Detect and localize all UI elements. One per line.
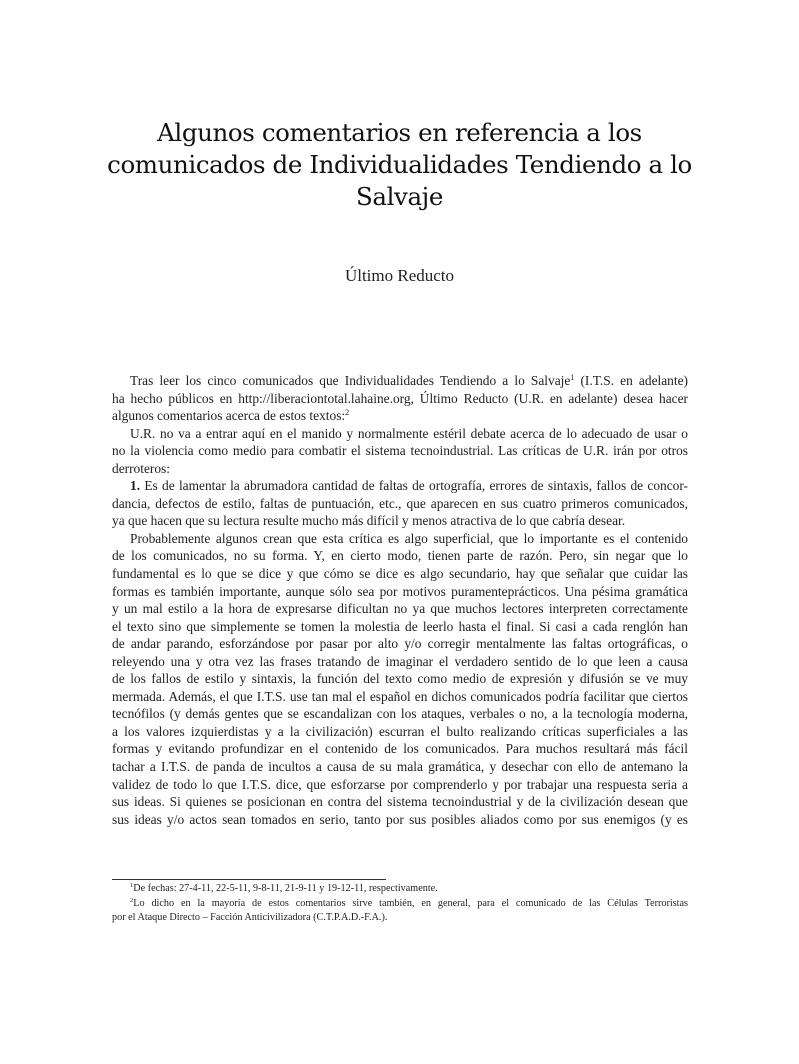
footnote-mark: 1 xyxy=(130,882,134,889)
footnotes xyxy=(112,882,688,926)
body-text: fundamental es lo que se dice y que cómo se dice es algo secundario, hay que señalar que cuidar las xyxy=(112,566,688,582)
body-text: tachar a I.T.S. de panda de incultos a causa de su mala gramática, y desechar con ello de antemano la xyxy=(112,759,688,775)
body-line xyxy=(112,688,688,706)
body-text: tecnófilos (y demás gentes que se escandalizan con los ataques, verbales o no, a la tecnología moderna, xyxy=(112,706,688,722)
body-text: sus ideas y/o actos sean tomados en serio, tanto por sus posibles aliados como por sus enemigos (y es xyxy=(112,811,688,827)
body-text: ha hecho públicos en http://liberaciontotal.lahaine.org, Último Reducto (U.R. en adelante) desea hacer xyxy=(112,390,688,406)
body-line xyxy=(112,547,688,565)
body-line xyxy=(112,425,688,443)
body-text: de andar parando, esforzándose por pasar por alto y/o corregir mentalmente las faltas ortográficas, o xyxy=(112,636,688,652)
body-line xyxy=(112,477,688,495)
body-line xyxy=(112,530,688,548)
body-text: y un mal estilo a la hora de expresarse dificultan no ya que muchos lectores interpreten correctamente xyxy=(112,601,688,617)
footnote-line xyxy=(112,911,688,926)
body-text: no la violencia como medio para combatir el sistema tecnoindustrial. Las críticas de U.R. irán por otros xyxy=(112,443,688,459)
footnote-line xyxy=(112,882,688,897)
footnote-reference[interactable]: 1 xyxy=(570,373,575,382)
body-text: formas y evitando profundizar en el contenido de los comunicados. Para muchos resultará más fácil xyxy=(112,741,688,757)
body-text: de los fallos de estilo y sintaxis, la función del texto como medio de expresión y difusión se ve muy xyxy=(112,671,688,687)
body-text: (I.T.S. en adelante) xyxy=(574,373,688,388)
footnote-text: Lo dicho en la mayoría de estos comentarios sirve también, en general, para el comunicado de las Células Terroristas xyxy=(133,897,688,909)
footnote-text: De fechas: 27-4-11, 22-5-11, 9-8-11, 21-9-11 y 19-12-11, respectivamente. xyxy=(133,883,438,894)
footnote-mark: 2 xyxy=(130,896,134,904)
body-text: a los valores izquierdistas y a la civilización) escurran el bulto realizando críticas superficiales a las xyxy=(112,723,688,739)
body-line xyxy=(112,635,688,653)
body-text: algunos comentarios acerca de estos textos: xyxy=(112,408,346,424)
document-author: Último Reducto xyxy=(344,266,455,285)
body-line xyxy=(112,495,688,513)
body-text: derroteros: xyxy=(112,460,171,476)
body-line xyxy=(112,653,688,671)
body-text: sus ideas. Si quienes se posicionan en contra del sistema tecnoindustrial y de la civilización desean que xyxy=(112,794,688,810)
title-line: comunicados de Individualidades Tendiendo a lo xyxy=(107,150,692,179)
body-line xyxy=(112,565,688,583)
body-text: validez de todo lo que I.T.S. dice, que esforzarse por comprenderlo y por trabajar una respuesta seria a xyxy=(112,776,688,792)
body-text: dancia, defectos de estilo, faltas de puntuación, etc., que aparecen en sus cuatro primeros comunicados, xyxy=(112,495,688,511)
body-line xyxy=(112,600,688,618)
body-text: U.R. no va a entrar aquí en el manido y normalmente estéril debate acerca de lo adecuado de usar o xyxy=(130,425,688,441)
body-line xyxy=(112,390,688,408)
footnote-text: por el Ataque Directo – Facción Anticivilizadora (C.T.P.A.D.-F.A.). xyxy=(112,912,388,923)
body-line xyxy=(112,407,688,425)
body-line xyxy=(112,793,688,811)
body-text: de los comunicados, no su forma. Y, en cierto modo, tienen parte de razón. Pero, sin negar que lo xyxy=(112,548,688,564)
body-line xyxy=(112,512,688,530)
body-line xyxy=(112,740,688,758)
body-line xyxy=(112,372,688,390)
body-text: el texto sino que simplemente se tomen la molestia de leerlo hasta el final. Si casi a cada renglón han xyxy=(112,618,688,634)
title-line: Algunos comentarios en referencia a los xyxy=(157,118,642,147)
body-text: formas es también importante, aunque sólo sea por motivos puramenteprácticos. Una pésima gramática xyxy=(112,583,688,599)
body-line xyxy=(112,705,688,723)
body-text: releyendo una y otra vez las frases tratando de imaginar el verdadero sentido de lo que leen a causa xyxy=(112,653,688,669)
body-text: Es de lamentar la abrumadora cantidad de faltas de ortografía, errores de sintaxis, fallos de concor- xyxy=(140,478,688,494)
body-line xyxy=(112,811,688,829)
title-line: Salvaje xyxy=(356,182,443,211)
footnote-line xyxy=(112,897,688,912)
footnote-separator xyxy=(112,879,386,880)
document-title xyxy=(100,117,699,213)
body-line xyxy=(112,618,688,636)
item-number: 1. xyxy=(130,478,141,494)
body-line xyxy=(112,460,688,478)
document-body xyxy=(112,372,688,828)
body-text: mermada. Además, el que I.T.S. use tan mal el español en dichos comunicados podría facilitar que ciertos xyxy=(112,688,688,704)
body-text: ya que hacen que su lectura resulte mucho más difícil y menos atractiva de lo que cabría desear. xyxy=(112,513,626,529)
body-text: Probablemente algunos crean que esta crítica es algo superficial, que lo importante es el contenido xyxy=(130,530,688,546)
body-line xyxy=(112,776,688,794)
body-line xyxy=(112,670,688,688)
body-line xyxy=(112,758,688,776)
body-line xyxy=(112,723,688,741)
body-line xyxy=(112,583,688,601)
footnote-reference[interactable]: 2 xyxy=(345,408,350,418)
body-text: Tras leer los cinco comunicados que Individualidades Tendiendo a lo Salvaje xyxy=(130,373,571,388)
body-line xyxy=(112,442,688,460)
